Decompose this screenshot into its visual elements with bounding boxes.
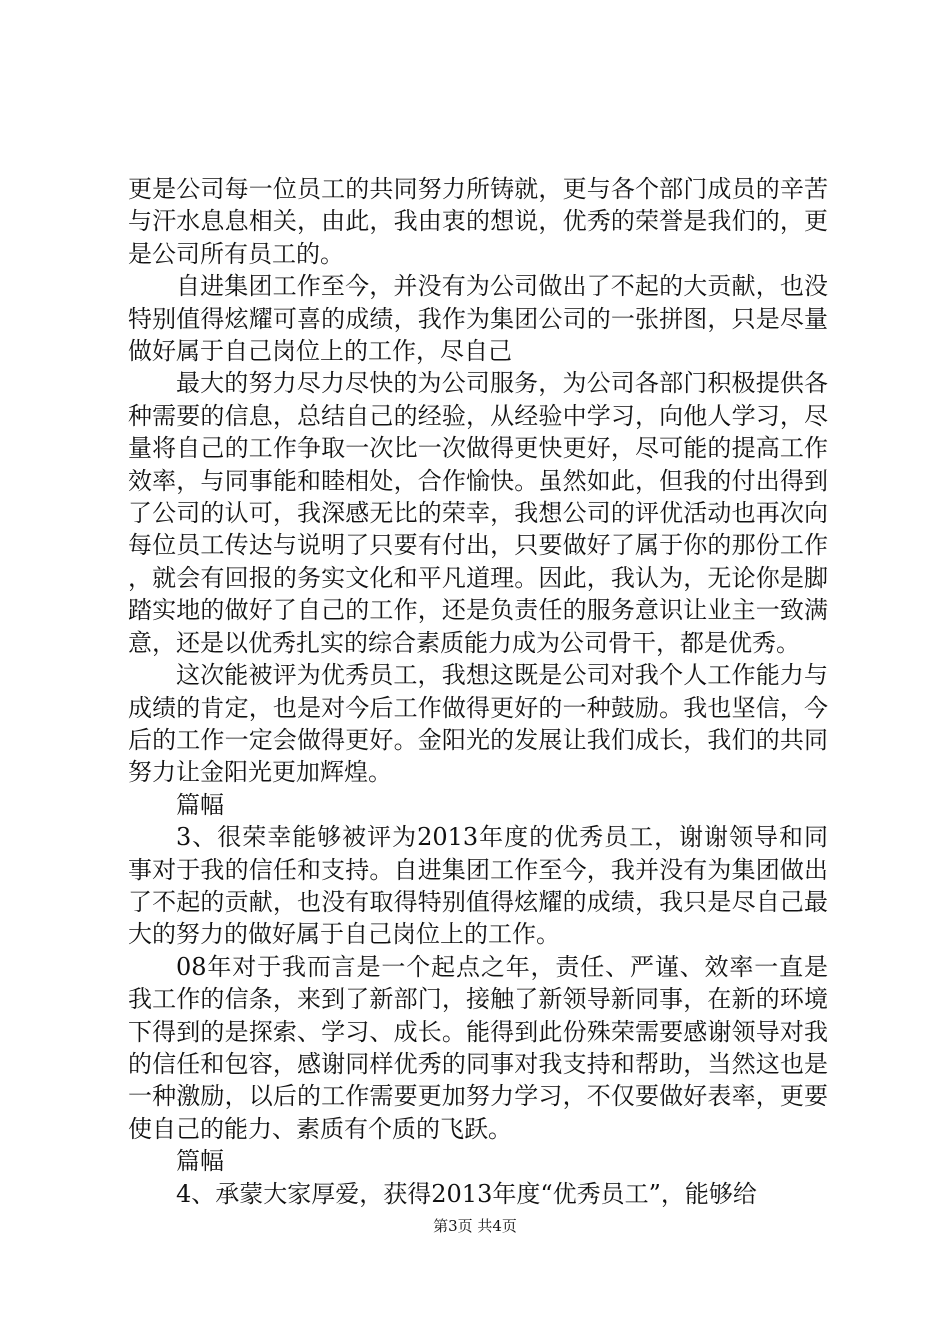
- section-label: 篇幅: [176, 1147, 224, 1176]
- section-label: 篇幅: [176, 790, 224, 819]
- page-footer: 第3页 共4页: [433, 1217, 517, 1235]
- paragraph: 08年对于我而言是一个起点之年，责任、严谨、效率一直是我工作的信条，来到了新部门，接触了新领导新同事，在新的环境下得到的是探索、学习、成长。能得到此份殊荣需要感谢领导对我的信任和包容，感谢同样优秀的同事对我支持和帮助，当然这也是一种激励，以后的工作需要更加努力学习，不仅要做好表率，更要使自己的能力、素质有个质的飞跃。: [128, 952, 828, 1143]
- paragraph: 最大的努力尽力尽快的为公司服务，为公司各部门积极提供各种需要的信息，总结自己的经验，从经验中学习，向他人学习，尽量将自己的工作争取一次比一次做得更快更好，尽可能的提高工作效率，与同事能和睦相处，合作愉快。虽然如此，但我的付出得到了公司的认可，我深感无比的荣幸，我想公司的评优活动也再次向每位员工传达与说明了只要有付出，只要做好了属于你的那份工作，就会有回报的务实文化和平凡道理。因此，我认为，无论你是脚踏实地的做好了自己的工作，还是负责任的服务意识让业主一致满意，还是以优秀扎实的综合素质能力成为公司骨干，都是优秀。: [128, 369, 828, 657]
- paragraph: 4、承蒙大家厚爱，获得2013年度“优秀员工”，能够给: [176, 1179, 757, 1208]
- paragraph-continuation: 更是公司每一位员工的共同努力所铸就，更与各个部门成员的辛苦与汗水息息相关，由此，我由衷的想说，优秀的荣誉是我们的，更是公司所有员工的。: [128, 175, 828, 268]
- document-body: [128, 173, 828, 1210]
- paragraph: 3、很荣幸能够被评为2013年度的优秀员工，谢谢领导和同事对于我的信任和支持。自进集团工作至今，我并没有为集团做出了不起的贡献，也没有取得特别值得炫耀的成绩，我只是尽自己最大的努力的做好属于自己岗位上的工作。: [128, 823, 828, 949]
- paragraph: 自进集团工作至今，并没有为公司做出了不起的大贡献，也没特别值得炫耀可喜的成绩，我作为集团公司的一张拼图，只是尽量做好属于自己岗位上的工作，尽自己: [128, 272, 828, 366]
- paragraph: 这次能被评为优秀员工，我想这既是公司对我个人工作能力与成绩的肯定，也是对今后工作做得更好的一种鼓励。我也坚信，今后的工作一定会做得更好。金阳光的发展让我们成长，我们的共同努力让金阳光更加辉煌。: [128, 661, 828, 787]
